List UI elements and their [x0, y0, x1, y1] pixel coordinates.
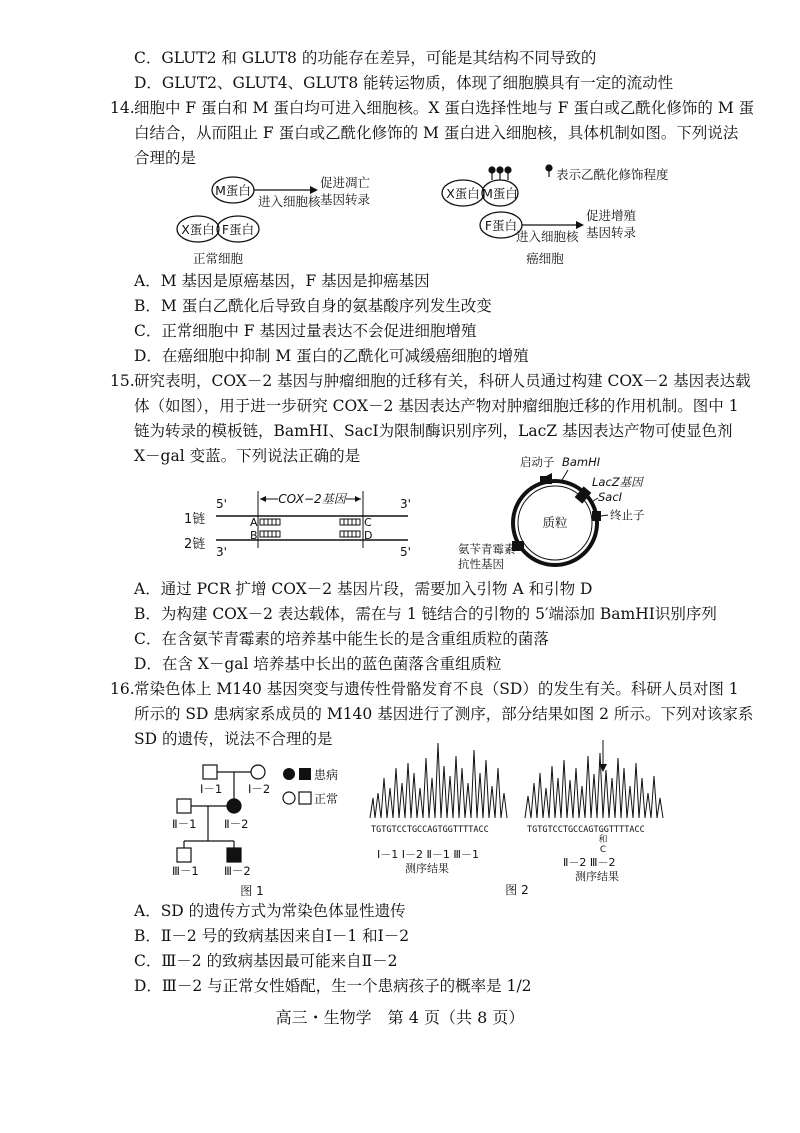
q14-option-c: C．正常细胞中 F 基因过量表达不会促进细胞增殖: [134, 322, 477, 340]
q16-option-a: A．SD 的遗传方式为常染色体显性遗传: [134, 902, 406, 920]
cancer-cell-caption: 癌细胞: [526, 251, 564, 266]
sequence-2: TGTGTCCTGCCAGTGGTTTTACC: [527, 825, 645, 835]
q14-figure: [160, 163, 700, 268]
ii1-male-normal: [177, 799, 191, 813]
primer-a: [260, 519, 280, 525]
q16-stem-line: SD 的遗传，说法不合理的是: [134, 730, 333, 748]
ii1-label: Ⅱ－1: [172, 817, 197, 831]
q16-stem-line: 所示的 SD 患病家系成员的 M140 基因进行了测序，部分结果如图 2 所示。下列对该家系: [134, 705, 754, 723]
amp-label-2: 抗性基因: [458, 557, 504, 571]
apoptosis-label-1: 促进凋亡: [320, 175, 371, 190]
five-prime-label: 5': [400, 545, 411, 559]
primer-a-label: A: [250, 516, 258, 529]
promoter-label: 启动子: [520, 455, 555, 469]
terminator-label: 终止子: [610, 508, 645, 522]
alt-and-label: 和: [598, 835, 608, 845]
enter-nucleus-label: 进入细胞核: [516, 229, 579, 244]
legend-affected-male: [299, 768, 311, 780]
m-protein-label: M蛋白: [215, 183, 251, 198]
q15-option-b: B．为构建 COX－2 表达载体，需在与 1 链结合的引物的 5′端添加 BamHⅠ识别序列: [134, 605, 717, 623]
legend-affected-label: 患病: [314, 768, 339, 782]
i2-label: Ⅰ－2: [248, 782, 271, 796]
terminator-block: [592, 511, 601, 521]
q16-number: 16.: [110, 680, 135, 698]
bamhi-label: BamHⅠ: [562, 455, 601, 469]
legend-normal-label: 正常: [314, 792, 339, 806]
q14-option-b: B．M 蛋白乙酰化后导致自身的氨基酸序列发生改变: [134, 297, 492, 315]
chain-2-label: 2链: [184, 537, 206, 552]
primer-b: [260, 531, 280, 537]
q15-stem-line: X－gal 变蓝。下列说法正确的是: [134, 447, 361, 465]
x-protein-label: X蛋白: [446, 186, 480, 201]
three-prime-label: 3': [400, 497, 411, 511]
normal-cell-caption: 正常细胞: [192, 251, 244, 266]
sequencing-figure: [365, 738, 685, 898]
saci-label: SacⅠ: [598, 490, 623, 504]
proliferation-label-1: 促进增殖: [586, 208, 637, 223]
q15-stem-line: 研究表明，COX－2 基因与肿瘤细胞的迁移有关，科研人员通过构建 COX－2 基因表达载: [134, 372, 751, 390]
enter-nucleus-label: 进入细胞核: [258, 194, 321, 209]
q15-figure: [180, 453, 645, 578]
pedigree-figure: [160, 755, 360, 905]
q15-number: 15.: [110, 372, 135, 390]
arrow-head: [310, 186, 318, 194]
primer-c-label: C: [364, 516, 372, 529]
legend-affected-female: [283, 768, 295, 780]
three-prime-label: 3': [216, 545, 227, 559]
q15-stem-line: 体（如图），用于进一步研究 COX－2 基因表达产物对肿瘤细胞迁移的作用机制。图中 1: [134, 397, 739, 415]
amp-label-1: 氨苄青霉素: [458, 542, 516, 556]
arrow-head: [576, 221, 584, 229]
primer-c: [340, 519, 360, 525]
primer-d: [340, 531, 360, 537]
members-2-label: Ⅱ－2 Ⅲ－2: [563, 856, 616, 869]
chain-1-label: 1链: [184, 512, 206, 527]
ii2-female-affected: [227, 799, 241, 813]
q16-option-b: B．Ⅱ－2 号的致病基因来自Ⅰ－1 和Ⅰ－2: [134, 927, 410, 945]
x-protein-label: X蛋白: [181, 222, 215, 237]
plasmid-label: 质粒: [542, 515, 568, 530]
five-prime-label: 5': [216, 497, 227, 511]
bamhi-pointer: [562, 470, 568, 480]
gene-label: COX−2基因: [278, 492, 346, 506]
members-1-label: Ⅰ－1 Ⅰ－2 Ⅱ－1 Ⅲ－1: [377, 848, 479, 861]
acetylation-legend: 表示乙酰化修饰程度: [556, 167, 669, 182]
sequence-1: TGTGTCCTGCCAGTGGTTTTACC: [371, 825, 489, 835]
gene-arrow-head: [260, 496, 266, 502]
q13-option-c: C．GLUT2 和 GLUT8 的功能存在差异，可能是其结构不同导致的: [134, 49, 597, 67]
iii1-label: Ⅲ－1: [172, 864, 199, 878]
legend-normal-male: [299, 792, 311, 804]
i1-label: Ⅰ－1: [200, 782, 223, 796]
m-protein-label: M蛋白: [482, 186, 518, 201]
result-2-label: 测序结果: [575, 870, 619, 883]
q13-option-d: D．GLUT2、GLUT4、GLUT8 能转运物质，体现了细胞膜具有一定的流动性: [134, 74, 674, 92]
i2-female-normal: [251, 765, 265, 779]
f-protein-label: F蛋白: [484, 218, 518, 233]
q15-option-c: C．在含氨苄青霉素的培养基中能生长的是含重组质粒的菌落: [134, 630, 549, 648]
q15-stem-line: 链为转录的模板链，BamHⅠ、SacⅠ为限制酶识别序列，LacZ 基因表达产物可使显色剂: [134, 422, 733, 440]
legend-pin-icon: [546, 165, 552, 177]
iii1-male-normal: [177, 848, 191, 862]
primer-d-label: D: [364, 529, 373, 542]
chromatogram-1: [370, 743, 507, 818]
gene-arrow-head: [355, 496, 361, 502]
q16-stem-line: 常染色体上 M140 基因突变与遗传性骨骼发育不良（SD）的发生有关。科研人员对图 1: [134, 680, 739, 698]
q14-stem-line: 细胞中 F 蛋白和 M 蛋白均可进入细胞核。X 蛋白选择性地与 F 蛋白或乙酰化修饰的 M 蛋: [134, 99, 755, 117]
q14-number: 14.: [110, 99, 135, 117]
f-protein-label: F蛋白: [221, 222, 255, 237]
q14-stem-line: 合理的是: [134, 149, 197, 167]
q14-option-a: A．M 基因是原癌基因，F 基因是抑癌基因: [134, 272, 430, 290]
acetylation-pins: [489, 167, 511, 180]
i1-male-normal: [203, 765, 217, 779]
iii2-male-affected: [227, 848, 241, 862]
q15-option-a: A．通过 PCR 扩增 COX－2 基因片段，需要加入引物 A 和引物 D: [134, 580, 593, 598]
primer-b-label: B: [250, 529, 258, 542]
result-1-label: 测序结果: [405, 862, 449, 875]
alt-base-label: C: [599, 845, 607, 855]
terminator-pointer: [601, 515, 608, 516]
fig2-caption: 图 2: [505, 883, 529, 897]
legend-normal-female: [283, 792, 295, 804]
q14-option-d: D．在癌细胞中抑制 M 蛋白的乙酰化可减缓癌细胞的增殖: [134, 347, 529, 365]
q14-stem-line: 白结合，从而阻止 F 蛋白或乙酰化修饰的 M 蛋白进入细胞核，具体机制如图。下列说法: [134, 124, 739, 142]
q16-option-c: C．Ⅲ－2 的致病基因最可能来自Ⅱ－2: [134, 952, 398, 970]
proliferation-label-2: 基因转录: [586, 225, 637, 240]
q15-option-d: D．在含 X－gal 培养基中长出的蓝色菌落含重组质粒: [134, 655, 502, 673]
page-footer: 高三・生物学 第 4 页（共 8 页）: [275, 1008, 525, 1027]
chromatogram-2: [525, 753, 663, 818]
fig1-caption: 图 1: [240, 884, 264, 898]
ii2-label: Ⅱ－2: [224, 817, 249, 831]
apoptosis-label-2: 基因转录: [320, 192, 371, 207]
q16-option-d: D．Ⅲ－2 与正常女性婚配，生一个患病孩子的概率是 1/2: [134, 977, 532, 995]
lacz-label: LacZ基因: [592, 475, 643, 489]
iii2-label: Ⅲ－2: [224, 864, 251, 878]
